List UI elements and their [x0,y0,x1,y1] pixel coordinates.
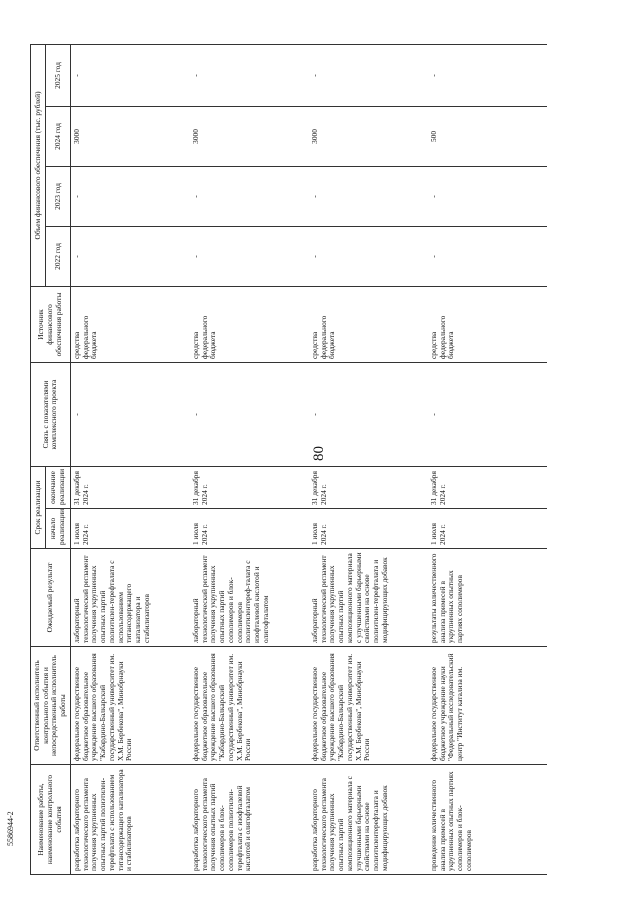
page-number: 80 [311,446,327,461]
header-period: Срок реализации [31,466,46,548]
table-row [190,44,309,874]
cell-2024: 500 [428,106,547,166]
header-year-2022: 2022 год [46,226,71,286]
table-row [309,44,428,874]
cell-2022: - [70,226,190,286]
cell-name: проведение количественного анализа примесей в укрупненных опытных партиях сополимеров и блок-сополимеров [428,765,547,875]
cell-result: лабораторный технологический регламент получения укрупненных опытных партий композиционного материала с улучшенными барьерными свойствами на основе полиэтилен-терефталата и модифицирующих добавок [309,549,428,647]
cell-end: 31 декабря 2024 г. [190,466,309,508]
cell-executor: федеральное государственное бюджетное образовательное учреждение высшего образования "Кабардино-Балкарский государственный университет им. Х.М. Бербекова", Минобрнауки России [309,647,428,765]
header-end: окончание реализации [46,466,71,508]
cell-link: - [70,362,190,466]
header-year-2025: 2025 год [46,44,71,106]
cell-2024: 3000 [190,106,309,166]
cell-source: средства федерального бюджета [190,286,309,362]
cell-2024: 3000 [309,106,428,166]
cell-source: средства федерального бюджета [309,286,428,362]
header-result: Ожидаемый результат [31,549,71,647]
header-year-2023: 2023 год [46,166,71,226]
cell-start: 1 июля 2024 г. [309,509,428,549]
cell-executor: федеральное государственное бюджетное образовательное учреждение высшего образования "Кабардино-Балкарский государственный университет им. Х.М. Бербекова", Минобрнауки России [70,647,190,765]
cell-2023: - [190,166,309,226]
cell-executor: федеральное государственное бюджетное учреждение науки "Федеральный исследовательский центр "Институт катализа им. [428,647,547,765]
cell-result: лабораторный технологический регламент получения укрупненных опытных партий сополимеров и блок-сополимеров полиэтилентереф-талата с изофталевой кислотой и олигофталатом [190,549,309,647]
cell-result: лабораторный технологический регламент получения укрупненных опытных партий полиэтилен-терефталата с использованием титансодержащего катализатора и стабилизаторов [70,549,190,647]
header-link: Связь с показателями комплексного проекта [31,362,71,466]
cell-result: результаты количественного анализа примесей в укрупненных опытных партиях сополимеров [428,549,547,647]
cell-2025: - [190,44,309,106]
cell-source: средства федерального бюджета [70,286,190,362]
cell-source: средства федерального бюджета [428,286,547,362]
cell-2025: - [309,44,428,106]
cell-link: - [309,362,428,466]
table-row [70,44,190,874]
cell-name: разработка лабораторного технологического регламента получения укрупненных опытных партий полиэтилен-терефталата с использованием титансодержащего катализатора и стабилизаторов [70,765,190,875]
cell-2022: - [309,226,428,286]
cell-end: 31 декабря 2024 г. [428,466,547,508]
cell-link: - [428,362,547,466]
cell-2025: - [70,44,190,106]
cell-link: - [190,362,309,466]
cell-2024: 3000 [70,106,190,166]
document-code: 5586944-2 [6,811,15,846]
cell-start: 1 июля 2024 г. [70,509,190,549]
cell-name: разработка лабораторного технологического регламента получения укрупненных опытных партий композиционного материала с улучшенными барьерными свойствами на основе полиэтилентерефталата и модифицирующих добавок [309,765,428,875]
cell-2023: - [428,166,547,226]
cell-start: 1 июля 2024 г. [190,509,309,549]
cell-2023: - [70,166,190,226]
header-funding: Объем финансового обеспечения (тыс. рублей) [31,44,46,286]
cell-end: 31 декабря 2024 г. [309,466,428,508]
work-plan-table [30,44,547,875]
cell-name: разработка лабораторного технологического регламента получения опытных партий сополимеров и блок-сополимеров полиэтилен-терефталата с изофталевой кислотой и олигофталатом [190,765,309,875]
header-start: начало реализации [46,509,71,549]
table-row [428,44,547,874]
cell-2023: - [309,166,428,226]
cell-2022: - [428,226,547,286]
header-year-2024: 2024 год [46,106,71,166]
header-executor: Ответственный исполнитель контрольного события и непосредственный исполнитель работы [31,647,71,765]
header-source: Источник финансового обеспечения работы [31,286,71,362]
header-name: Наименование работы, наименование контрольного события [31,765,71,875]
cell-executor: федеральное государственное бюджетное образовательное учреждение высшего образования "Кабардино-Балкарский государственный университет им. Х.М. Бербекова", Минобрнауки России [190,647,309,765]
cell-start: 1 июля 2024 г. [428,509,547,549]
cell-2025: - [428,44,547,106]
cell-2022: - [190,226,309,286]
cell-end: 31 декабря 2024 г. [70,466,190,508]
